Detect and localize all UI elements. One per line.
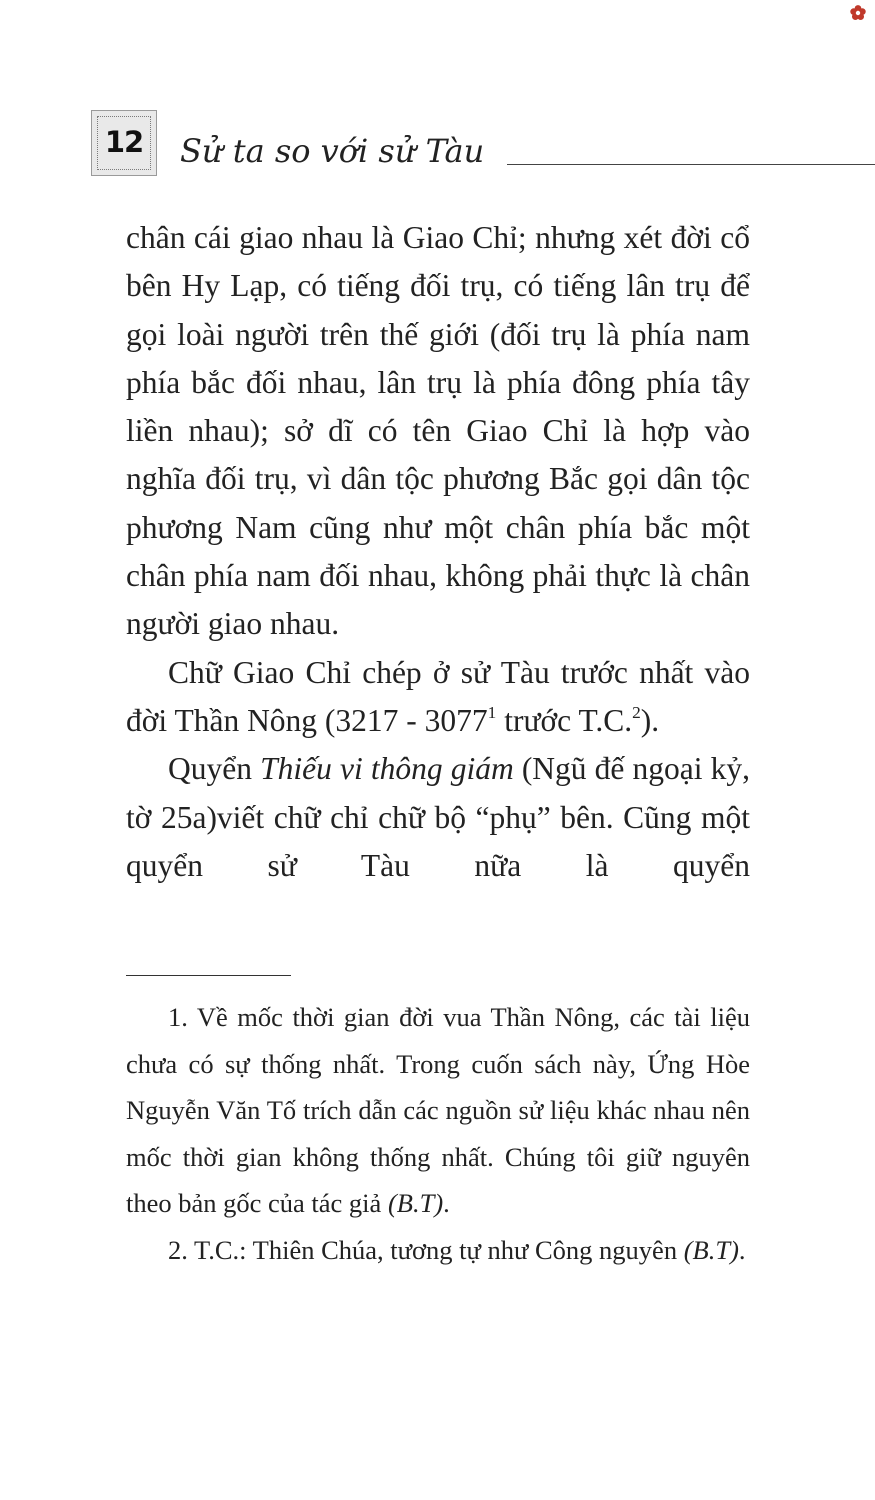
footnote-ref-1: 1: [487, 702, 497, 722]
footnote-1-end: .: [443, 1188, 450, 1218]
book-title: Thiếu vi thông giám: [260, 751, 514, 787]
footnotes: [126, 994, 750, 1273]
footnote-1-text: 1. Về mốc thời gian đời vua Thần Nông, các tài liệu chưa có sự thống nhất. Trong cuốn sách này, Ứng Hòe Nguyễn Văn Tố trích dẫn các nguồn sử liệu khác nhau nên mốc thời gian không thống nhất. Chúng tôi giữ nguyên theo bản gốc của tác giả: [126, 1002, 750, 1218]
header-rule: [507, 164, 875, 165]
body-text: [126, 214, 750, 890]
para2-text-mid: trước T.C.: [496, 702, 633, 738]
footnote-ref-2: 2: [632, 702, 641, 722]
para3-text-rest: (Ngũ đế ngoại kỷ, tờ 25a)viết chữ chỉ chữ bộ “phụ” bên. Cũng một quyển sử Tàu nữa là quyển: [126, 751, 750, 883]
flower-ornament-icon: [849, 4, 867, 22]
para3-text: Quyển: [168, 751, 261, 787]
footnote-2-note: (B.T): [683, 1234, 739, 1265]
footnote-separator: [126, 975, 291, 976]
page-number-box: [91, 110, 157, 176]
footnote-2-end: .: [738, 1234, 746, 1265]
running-title: Sử ta so với sử Tàu: [180, 132, 485, 170]
para2-text-end: ).: [640, 702, 660, 738]
body-paragraph-3: [126, 745, 750, 890]
body-paragraph-1: chân cái giao nhau là Giao Chỉ; nhưng xét đời cổ bên Hy Lạp, có tiếng đối trụ, có tiếng lân trụ để gọi loài người trên thế giới (đối trụ là phía nam phía bắc đối nhau, lân trụ là phía đông phía tây liền nhau); sở dĩ có tên Giao Chỉ là hợp vào nghĩa đối trụ, vì dân tộc phương Bắc gọi dân tộc phương Nam cũng như một chân phía bắc một chân phía nam đối nhau, không phải thực là chân người giao nhau.: [126, 220, 750, 642]
footnote-2-text: 2. T.C.: Thiên Chúa, tương tự như Công nguyên: [168, 1234, 684, 1265]
footnote-1-note: (B.T): [387, 1188, 444, 1218]
footnote-2: [126, 1227, 750, 1274]
para2-text: Chữ Giao Chỉ chép ở sử Tàu trước nhất vào đời Thần Nông (3217 - 3077: [126, 654, 750, 738]
body-paragraph-2: [126, 649, 750, 746]
footnote-1: [126, 994, 750, 1227]
page-number: 12: [104, 125, 144, 159]
